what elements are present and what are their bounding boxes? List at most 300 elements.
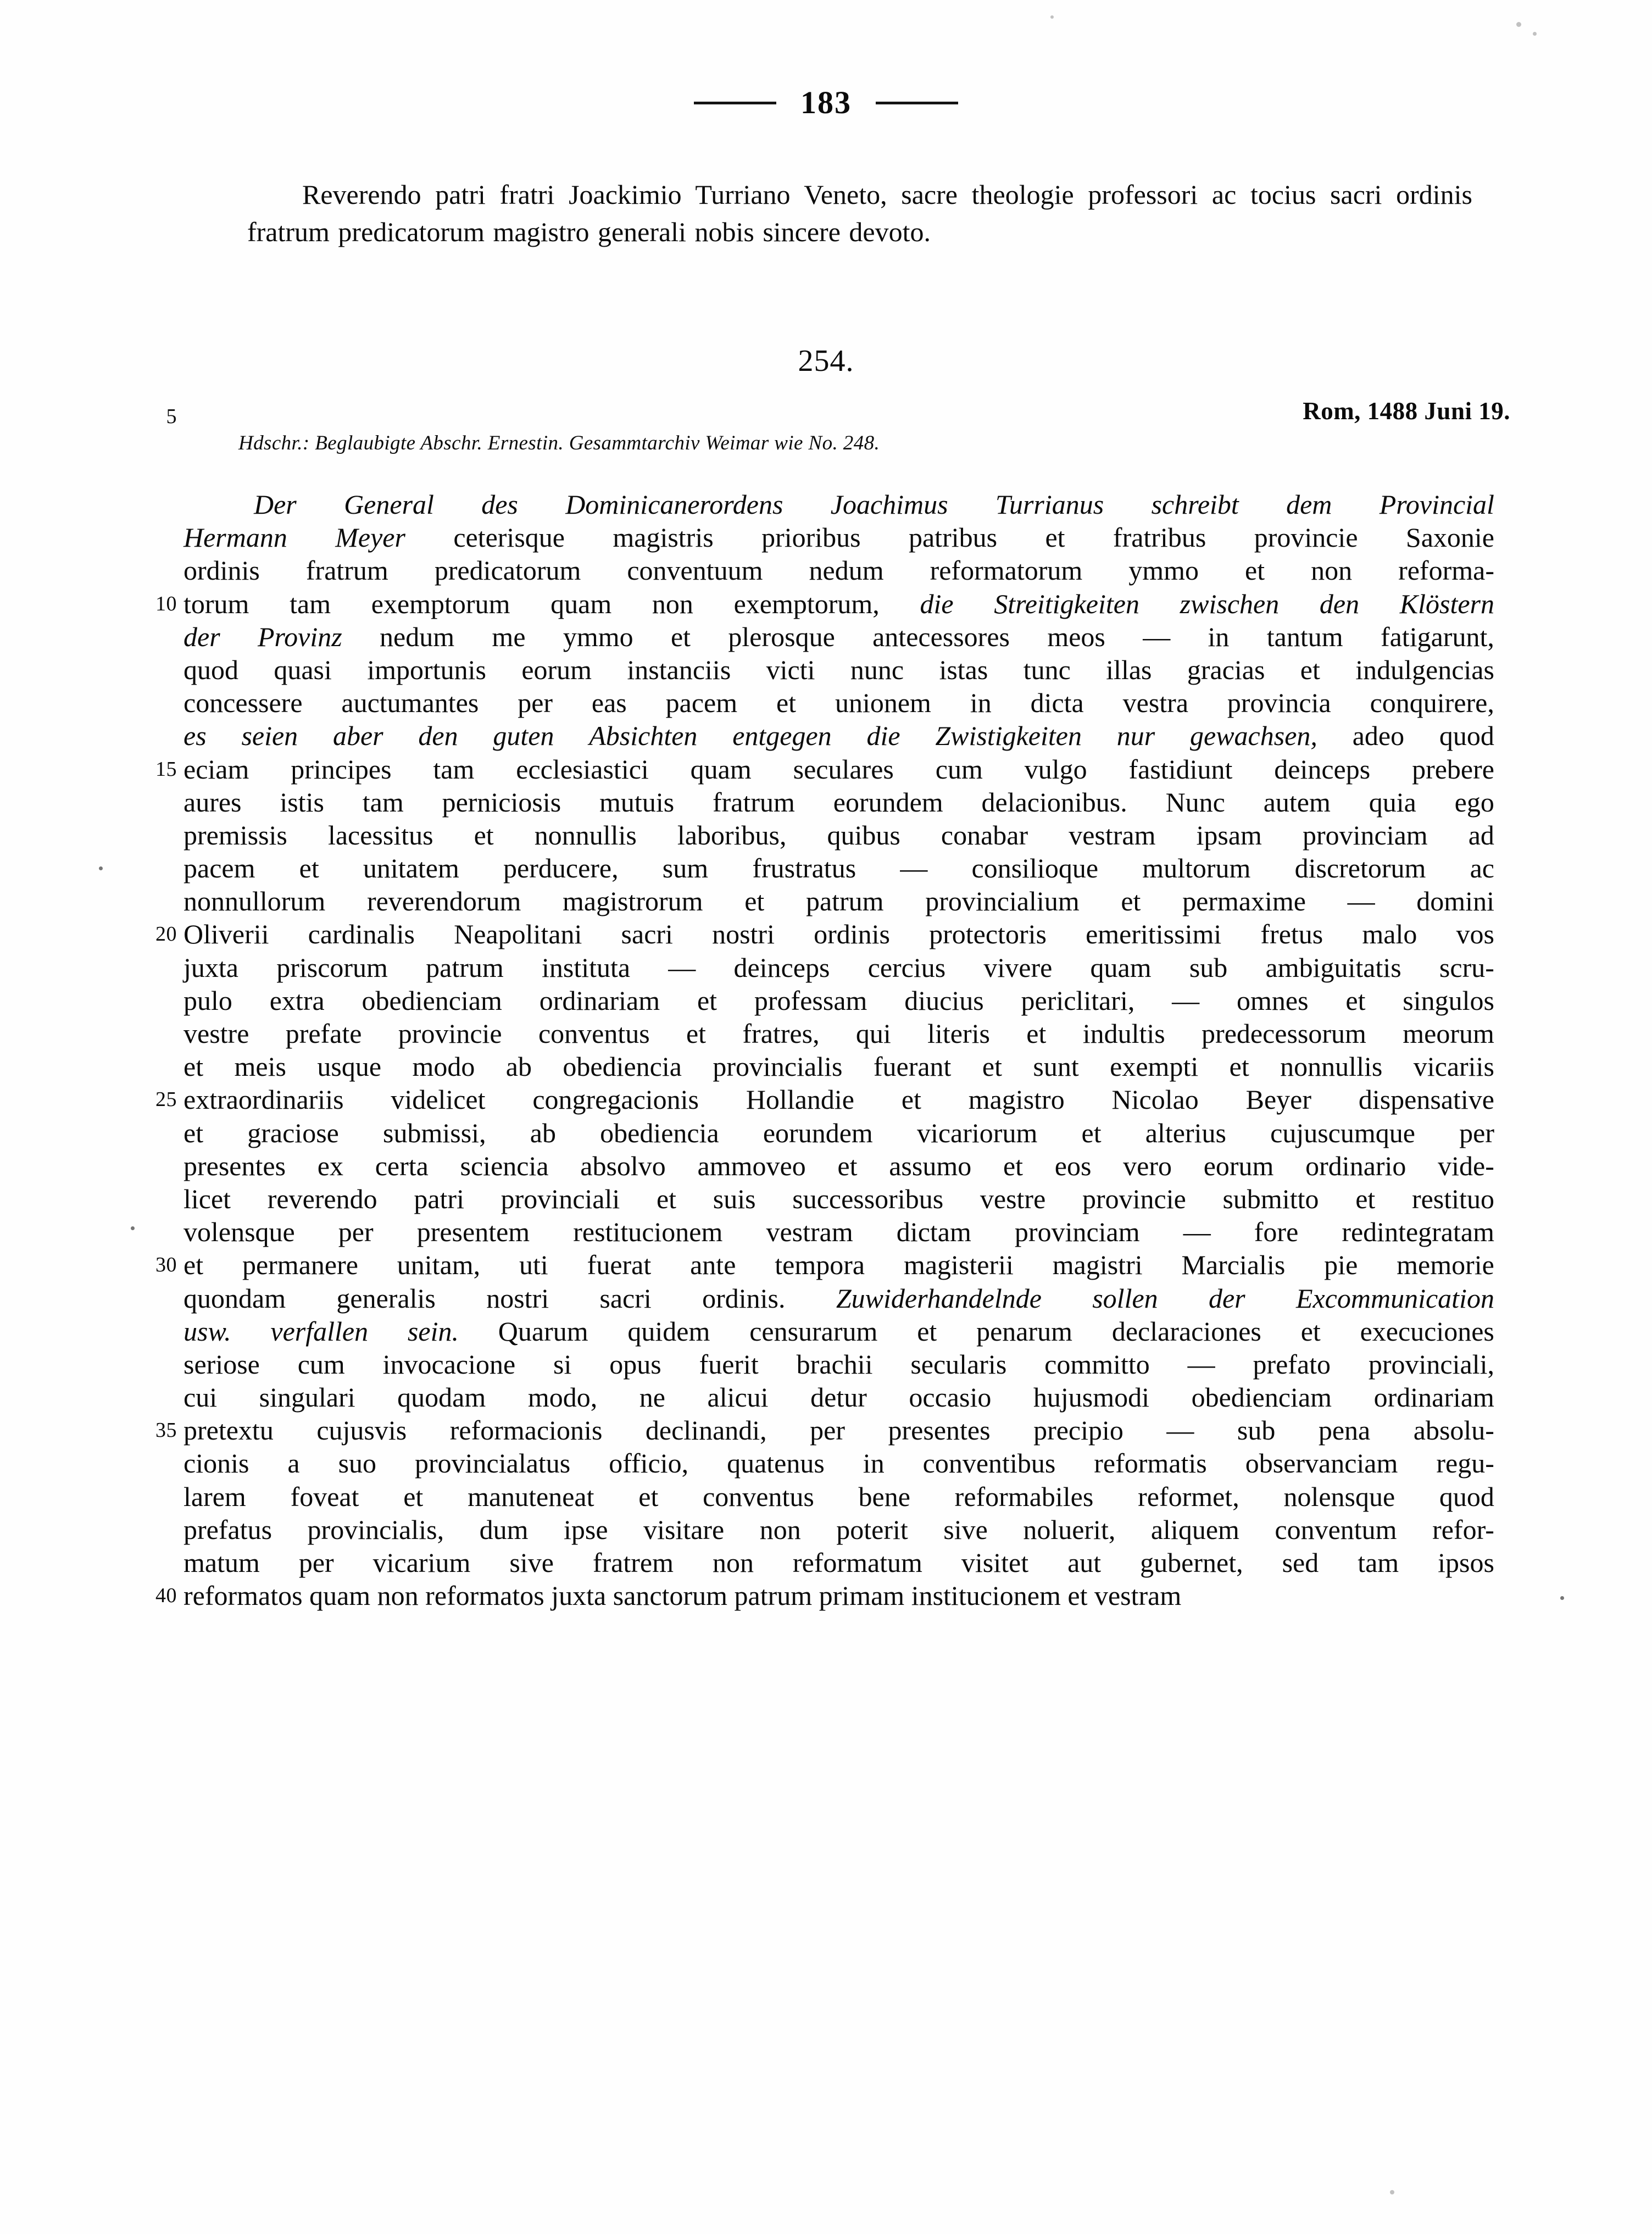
word: occasio — [909, 1382, 992, 1413]
word: ecclesiastici — [516, 753, 649, 785]
word: aut — [1067, 1547, 1102, 1578]
word: censurarum — [749, 1315, 878, 1347]
word: General — [344, 489, 434, 520]
word: reformatorum — [930, 555, 1083, 586]
word: quod — [1439, 720, 1494, 752]
word: poterit — [836, 1514, 908, 1545]
text-line — [183, 786, 1494, 819]
word: eas — [591, 687, 627, 719]
word: ipsam — [1196, 819, 1262, 851]
word: nostri — [486, 1282, 549, 1314]
text-line — [183, 1546, 1494, 1579]
word: dem — [1286, 489, 1332, 520]
word: sub — [1237, 1415, 1276, 1446]
line-text — [183, 488, 1494, 521]
word: conventus — [538, 1018, 650, 1049]
word: meorum — [1403, 1018, 1494, 1049]
word: provincie — [398, 1018, 502, 1049]
word: Der — [254, 489, 297, 520]
word: ac — [1470, 853, 1494, 884]
word: patri — [414, 1183, 464, 1214]
word: et — [183, 1249, 204, 1281]
word: fatigarunt, — [1380, 621, 1494, 652]
word: et — [982, 1051, 1002, 1082]
word: victi — [766, 654, 815, 685]
word: sunt — [1033, 1051, 1079, 1082]
line-number: 15 — [155, 757, 177, 781]
word: penarum — [976, 1315, 1073, 1347]
line-text — [183, 819, 1494, 852]
word: et — [1300, 1315, 1321, 1347]
line-number-row-5 — [166, 400, 1494, 433]
word: aber — [332, 720, 383, 752]
word: noluerit, — [1023, 1514, 1116, 1545]
word: obedienciam — [1191, 1382, 1332, 1413]
word: cujusvis — [316, 1415, 407, 1446]
word: successoribus — [792, 1183, 944, 1214]
scan-speck — [131, 1226, 135, 1230]
line-text — [183, 1083, 1494, 1116]
line-text — [183, 1480, 1494, 1513]
word: presentes — [183, 1150, 286, 1181]
word: Quarum — [498, 1315, 588, 1347]
word: indultis — [1082, 1018, 1165, 1049]
word: — — [1166, 1415, 1194, 1446]
word: Hollandie — [746, 1084, 854, 1115]
word: conabar — [941, 819, 1028, 851]
word: et — [1067, 1580, 1094, 1611]
word: adeo — [1352, 720, 1405, 752]
word: aliquem — [1150, 1514, 1239, 1545]
word: illas — [1106, 654, 1152, 685]
word: et — [1229, 1051, 1249, 1082]
word: instanciis — [627, 654, 731, 685]
word: congregacionis — [532, 1084, 699, 1115]
word: seriose — [183, 1348, 260, 1380]
word: permanere — [242, 1249, 358, 1281]
word: qui — [855, 1018, 891, 1049]
word: laboribus, — [677, 819, 787, 851]
word: omnes — [1237, 985, 1309, 1016]
word: consilioque — [971, 853, 1099, 884]
text-line — [183, 1050, 1494, 1083]
word: fratribus — [1113, 522, 1206, 553]
word: reforma- — [1398, 555, 1494, 586]
word: perducere, — [503, 853, 619, 884]
word: fuerat — [587, 1249, 652, 1281]
word: der — [183, 621, 220, 652]
word: ne — [639, 1382, 665, 1413]
text-line — [155, 1083, 1494, 1116]
text-line — [183, 1513, 1494, 1546]
word: prefatus — [183, 1514, 272, 1545]
word: provincialatus — [415, 1448, 571, 1479]
word: frustratus — [752, 853, 856, 884]
word: graciose — [247, 1117, 339, 1148]
word: istas — [939, 654, 988, 685]
word: officio, — [609, 1448, 689, 1479]
word: patribus — [908, 522, 998, 553]
line-text — [183, 918, 1494, 951]
text-line — [183, 1348, 1494, 1381]
word: permaxime — [1182, 886, 1306, 917]
word: singulari — [259, 1382, 355, 1413]
word: non — [759, 1514, 801, 1545]
word: per — [518, 687, 553, 719]
word: — — [668, 952, 696, 983]
text-line — [183, 1447, 1494, 1480]
word: magistrorum — [563, 886, 703, 917]
line-number: 25 — [155, 1088, 177, 1112]
text-line — [183, 620, 1494, 653]
word: fuerit — [699, 1348, 759, 1380]
word: sacri — [599, 1282, 652, 1314]
word: ordinariam — [1373, 1382, 1494, 1413]
word: extra — [269, 985, 325, 1016]
word: seculares — [793, 753, 894, 785]
word: deinceps — [1274, 753, 1371, 785]
word: sanctorum — [613, 1580, 735, 1611]
word: declaraciones — [1111, 1315, 1261, 1347]
word: conventus — [703, 1481, 814, 1512]
word: obediencia — [563, 1051, 682, 1082]
word: literis — [927, 1018, 990, 1049]
word: redintegratam — [1342, 1216, 1494, 1248]
word: vestre — [980, 1183, 1046, 1214]
word: tempora — [775, 1249, 865, 1281]
word: instituta — [541, 952, 631, 983]
word: conquirere, — [1370, 687, 1494, 719]
word: pacem — [183, 853, 255, 884]
line-text — [183, 1513, 1494, 1546]
word: protectoris — [929, 919, 1047, 950]
word: ex — [317, 1150, 343, 1181]
word: quam — [690, 753, 752, 785]
text-line — [183, 1215, 1494, 1248]
word: nonnullis — [1280, 1051, 1383, 1082]
rule-left-icon — [694, 102, 776, 104]
word: memorie — [1397, 1249, 1494, 1281]
word: Saxonie — [1405, 522, 1494, 553]
word: provincia — [1227, 687, 1331, 719]
word: conventibus — [922, 1448, 1056, 1479]
word: et — [686, 1018, 707, 1049]
line-text — [183, 653, 1494, 686]
word: quasi — [274, 654, 332, 685]
word: principes — [291, 753, 392, 785]
word: restituo — [1411, 1183, 1494, 1214]
word: et — [1121, 886, 1141, 917]
word: nur — [1116, 720, 1155, 752]
line-text — [183, 951, 1494, 984]
word: juxta — [183, 952, 238, 983]
line-text — [183, 554, 1494, 587]
word: fratrum — [305, 555, 388, 586]
word: restitucionem — [573, 1216, 723, 1248]
word: absolu- — [1413, 1415, 1494, 1446]
word: quam — [309, 1580, 377, 1611]
word: nonnullis — [534, 819, 637, 851]
word: quam — [550, 588, 612, 619]
word: den — [1319, 588, 1360, 619]
body-text — [155, 488, 1494, 1612]
word: opus — [609, 1348, 661, 1380]
text-line — [155, 1248, 1494, 1281]
word: et — [776, 687, 797, 719]
word: regu- — [1436, 1448, 1494, 1479]
word: — — [1187, 1348, 1215, 1380]
word: in — [1208, 621, 1230, 652]
word: sive — [943, 1514, 988, 1545]
word: concessere — [183, 687, 303, 719]
word: generalis — [336, 1282, 436, 1314]
word: ab — [505, 1051, 532, 1082]
word: cujuscumque — [1270, 1117, 1415, 1148]
word: per — [338, 1216, 374, 1248]
word: reformacionis — [449, 1415, 603, 1446]
word: provincialium — [925, 886, 1080, 917]
word: modo — [412, 1051, 475, 1082]
text-line — [183, 653, 1494, 686]
text-line — [155, 918, 1494, 951]
word: declinandi, — [645, 1415, 767, 1446]
word: sciencia — [460, 1150, 549, 1181]
word: eciam — [183, 753, 249, 785]
word: vestram — [766, 1216, 853, 1248]
word: eorum — [1203, 1150, 1274, 1181]
word: cum — [935, 753, 983, 785]
word: meis — [234, 1051, 286, 1082]
text-line — [183, 488, 1494, 521]
word: vestra — [1122, 687, 1189, 719]
text-line — [183, 1149, 1494, 1182]
word: entgegen — [732, 720, 832, 752]
line-text — [183, 1149, 1494, 1182]
word: unionem — [835, 687, 931, 719]
word: secularis — [910, 1348, 1007, 1380]
text-line — [183, 554, 1494, 587]
page-number: 183 — [800, 85, 852, 120]
line-text — [183, 1116, 1494, 1149]
word: Meyer — [335, 522, 405, 553]
word: sive — [509, 1547, 554, 1578]
dateline: Rom, 1488 Juni 19. — [1303, 397, 1510, 425]
word: matum — [183, 1547, 260, 1578]
text-line — [183, 1480, 1494, 1513]
rule-right-icon — [876, 102, 958, 104]
word: Dominicanerordens — [565, 489, 783, 520]
word: — — [900, 853, 928, 884]
word: provinciali, — [1368, 1348, 1494, 1380]
word: nedum — [380, 621, 455, 652]
word: tam — [1358, 1547, 1399, 1578]
line-text — [183, 1017, 1494, 1050]
word: den — [418, 720, 458, 752]
word: conventuum — [627, 555, 763, 586]
word: pena — [1318, 1415, 1371, 1446]
word: Zuwiderhandelnde — [836, 1282, 1042, 1314]
word: Turrianus — [995, 489, 1104, 520]
scan-speck — [1390, 2190, 1394, 2194]
word: nolensque — [1283, 1481, 1395, 1512]
word: et — [183, 1117, 204, 1148]
line-text — [183, 852, 1494, 885]
word: me — [492, 621, 526, 652]
word: et — [670, 621, 691, 652]
word: — — [1172, 985, 1200, 1016]
word: quatenus — [727, 1448, 825, 1479]
word: modo, — [527, 1382, 598, 1413]
word: observanciam — [1245, 1448, 1398, 1479]
word: bene — [858, 1481, 910, 1512]
word: ordinario — [1305, 1150, 1406, 1181]
word: nonnullorum — [183, 886, 326, 917]
word: periclitari, — [1021, 985, 1135, 1016]
word: eorundem — [833, 786, 943, 818]
line-text — [183, 1182, 1494, 1215]
word: sein. — [407, 1315, 459, 1347]
word: per — [810, 1415, 846, 1446]
text-line — [183, 1381, 1494, 1414]
word: si — [553, 1348, 572, 1380]
word: in — [863, 1448, 885, 1479]
line-text — [183, 587, 1494, 620]
word: ceterisque — [453, 522, 565, 553]
word: reverendo — [267, 1183, 377, 1214]
word: ordinis — [183, 555, 260, 586]
text-line — [183, 1116, 1494, 1149]
word: emeritissimi — [1086, 919, 1222, 950]
word: vide- — [1438, 1150, 1494, 1181]
word: provincie — [1082, 1183, 1186, 1214]
word: et — [901, 1084, 921, 1115]
word: Marcialis — [1181, 1249, 1286, 1281]
text-line — [183, 1315, 1494, 1348]
word: per — [1459, 1117, 1494, 1148]
word: assumo — [889, 1150, 972, 1181]
word: Joachimus — [830, 489, 948, 520]
word: malo — [1362, 919, 1417, 950]
word: eorundem — [763, 1117, 873, 1148]
word: ad — [1468, 819, 1494, 851]
word: delacionibus. — [981, 786, 1127, 818]
scan-speck — [1050, 15, 1054, 19]
word: Absichten — [589, 720, 698, 752]
line-text — [183, 984, 1494, 1017]
word: Nunc — [1165, 786, 1225, 818]
word: et — [1026, 1018, 1047, 1049]
word: manuteneat — [468, 1481, 594, 1512]
word: exempti — [1110, 1051, 1199, 1082]
word: provincialis, — [307, 1514, 444, 1545]
word: alicui — [707, 1382, 769, 1413]
word: obediencia — [600, 1117, 719, 1148]
word: patrum — [426, 952, 504, 983]
word: ymmo — [563, 621, 633, 652]
word: diucius — [904, 985, 984, 1016]
word: ymmo — [1128, 555, 1199, 586]
word: et — [638, 1481, 659, 1512]
word: tam — [290, 588, 331, 619]
line-number: 35 — [155, 1419, 177, 1442]
word: quibus — [827, 819, 900, 851]
line-text — [183, 1447, 1494, 1480]
word: Provinz — [257, 621, 342, 652]
word: institucionem — [911, 1580, 1068, 1611]
word: magistri — [1052, 1249, 1143, 1281]
word: et — [1300, 654, 1320, 685]
word: fretus — [1260, 919, 1323, 950]
text-line — [155, 1414, 1494, 1447]
word: deinceps — [733, 952, 830, 983]
word: plerosque — [728, 621, 835, 652]
word: multorum — [1142, 853, 1251, 884]
word: fuerant — [873, 1051, 952, 1082]
line-text — [183, 1381, 1494, 1414]
word: et — [837, 1150, 858, 1181]
word: sub — [1189, 952, 1228, 983]
line-text — [183, 885, 1494, 918]
word: non — [652, 588, 693, 619]
word: fratres, — [742, 1018, 820, 1049]
word: vestram — [1069, 819, 1156, 851]
word: et — [403, 1481, 424, 1512]
word: quod — [1439, 1481, 1494, 1512]
word: eos — [1054, 1150, 1092, 1181]
word: sacri — [621, 919, 673, 950]
word: magisterii — [903, 1249, 1014, 1281]
word: dispensative — [1358, 1084, 1494, 1115]
word: vos — [1456, 919, 1494, 950]
word: certa — [375, 1150, 429, 1181]
word: absolvo — [580, 1150, 666, 1181]
word: cum — [297, 1348, 345, 1380]
word: in — [970, 687, 992, 719]
text-line — [183, 686, 1494, 719]
word: Beyer — [1245, 1084, 1311, 1115]
line-text — [183, 786, 1494, 819]
word: presentes — [888, 1415, 991, 1446]
word: per — [298, 1547, 334, 1578]
word: foveat — [290, 1481, 359, 1512]
word: — — [1143, 621, 1171, 652]
word: des — [481, 489, 518, 520]
word: reformatos — [425, 1580, 552, 1611]
word: die — [920, 588, 954, 619]
word: usque — [317, 1051, 382, 1082]
word: provinciam — [1302, 819, 1428, 851]
text-line — [155, 1579, 1494, 1612]
word: quidem — [627, 1315, 710, 1347]
word: tunc — [1023, 654, 1071, 685]
word: juxta — [551, 1580, 613, 1611]
word: predicatorum — [434, 555, 581, 586]
line-text — [183, 753, 1494, 786]
word: pie — [1324, 1249, 1358, 1281]
source-note: Hdschr.: Beglaubigte Abschr. Ernestin. Gesammtarchiv Weimar wie No. 248. — [238, 432, 880, 454]
word: et — [1345, 985, 1366, 1016]
line-text — [183, 1579, 1494, 1612]
word: dicta — [1030, 687, 1084, 719]
word: Klöstern — [1399, 588, 1494, 619]
word: et — [474, 819, 494, 851]
line-number: 30 — [155, 1253, 177, 1277]
word: vivere — [983, 952, 1053, 983]
word: ammoveo — [697, 1150, 806, 1181]
word: fore — [1254, 1216, 1299, 1248]
word: presentem — [416, 1216, 530, 1248]
word: patrum — [734, 1580, 819, 1611]
